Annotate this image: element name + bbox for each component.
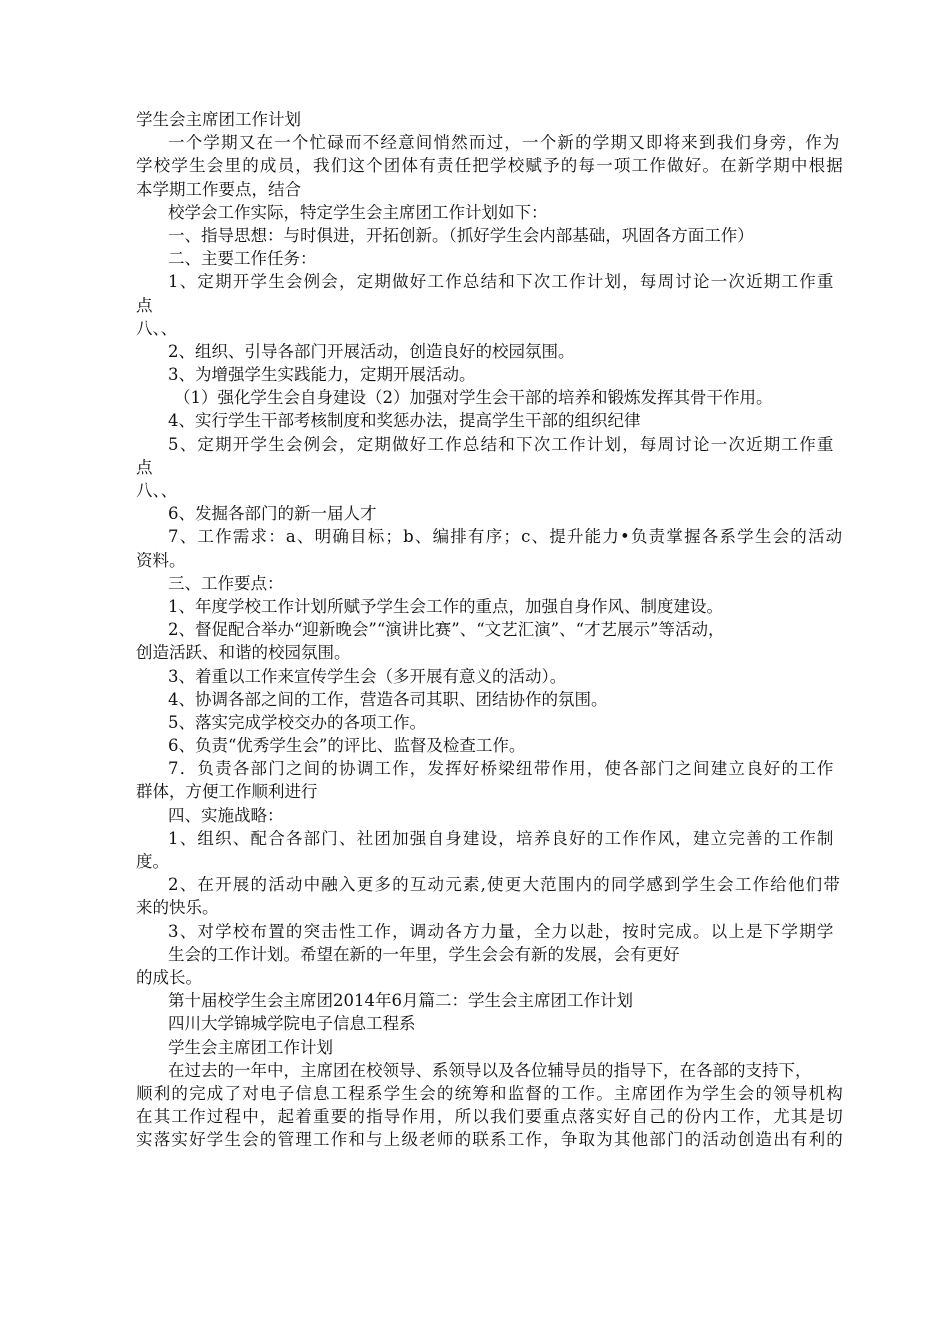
list-item: 1、年度学校工作计划所赋予学生会工作的重点，加强自身作风、制度建设。 xyxy=(168,596,723,616)
list-item: 3、为增强学生实践能力，定期开展活动。 xyxy=(168,365,476,385)
list-item: 2、组织、引导各部门开展活动，创造良好的校园氛围。 xyxy=(168,341,575,361)
list-item-continuation: 八、、 xyxy=(136,318,178,338)
list-item: 7、工作需求：a、明确目标；b、编排有序；c、提升能力•负责掌握各系学生会的活动 xyxy=(168,527,844,547)
document-page xyxy=(136,108,844,1151)
list-item: 3、着重以工作来宣传学生会（多开展有意义的活动）。 xyxy=(168,666,567,686)
list-item: 6、负责“优秀学生会”的评比、监督及检查工作。 xyxy=(168,736,526,756)
list-item: （1）强化学生会自身建设（2）加强对学生会干部的培养和锻炼发挥其骨干作用。 xyxy=(174,388,773,408)
section-heading: 二、主要工作任务： xyxy=(168,249,317,269)
document-subtitle: 学生会主席团工作计划 xyxy=(168,1037,333,1057)
list-item: 4、协调各部之间的工作，营造各司其职、团结协作的氛围。 xyxy=(168,689,608,709)
paragraph-line: 在其工作过程中，起着重要的指导作用，所以我们要重点落实好自己的份内工作，尤其是切 xyxy=(136,1107,844,1127)
document-title: 学生会主席团工作计划 xyxy=(136,110,301,129)
list-item-continuation: 来的快乐。 xyxy=(136,898,219,918)
list-item-continuation: 八、、 xyxy=(136,481,178,500)
paragraph-line: 本学期工作要点，结合 xyxy=(136,179,301,199)
paragraph-line: 第十届校学生会主席团2014年6月篇二：学生会主席团工作计划 xyxy=(168,991,633,1011)
list-item-continuation: 度。 xyxy=(136,852,169,871)
list-item-continuation: 创造活跃、和谐的校园氛围。 xyxy=(136,643,351,663)
list-item-continuation: 点 xyxy=(136,295,153,315)
section-heading: 四、实施战略： xyxy=(168,805,284,825)
list-item-continuation: 群体，方便工作顺利进行 xyxy=(136,782,318,802)
section-heading: 三、工作要点： xyxy=(168,573,284,593)
paragraph-line: 四川大学锦城学院电子信息工程系 xyxy=(168,1014,416,1034)
paragraph-line: 顺利的完成了对电子信息工程系学生会的统筹和监督的工作。主席团作为学生会的领导机构 xyxy=(136,1083,844,1103)
paragraph-line: 学校学生会里的成员，我们这个团体有责任把学校赋予的每一项工作做好。在新学期中根据 xyxy=(136,156,844,176)
paragraph-line: 校学会工作实际，特定学生会主席团工作计划如下： xyxy=(168,202,548,222)
list-item: 5、落实完成学校交办的各项工作。 xyxy=(168,712,426,732)
list-item: 1、定期开学生会例会，定期做好工作总结和下次工作计划，每周讨论一次近期工作重 xyxy=(168,272,835,292)
paragraph-line: 在过去的一年中，主席团在校领导、系领导以及各位辅导员的指导下，在各部的支持下， xyxy=(168,1060,812,1080)
list-item-continuation: 的成长。 xyxy=(136,967,202,987)
list-item: 7．负责各部门之间的协调工作，发挥好桥梁纽带作用，使各部门之间建立良好的工作 xyxy=(168,759,835,779)
list-item: 1、组织、配合各部门、社团加强自身建设，培养良好的工作作风，建立完善的工作制 xyxy=(168,828,835,848)
list-item: 2、在开展的活动中融入更多的互动元素,使更大范围内的同学感到学生会工作给他们带 xyxy=(168,875,842,895)
list-item: 6、发掘各部门的新一届人才 xyxy=(168,504,377,524)
list-item: 5、定期开学生会例会，定期做好工作总结和下次工作计划，每周讨论一次近期工作重 xyxy=(168,434,835,454)
paragraph-line: 一个学期又在一个忙碌而不经意间悄然而过，一个新的学期又即将来到我们身旁，作为 xyxy=(168,133,841,153)
list-item: 2、督促配合举办“迎新晚会”“演讲比赛”、“文艺汇演”、“才艺展示”等活动， xyxy=(168,620,725,640)
list-item-continuation: 生会的工作计划。希望在新的一年里，学生会会有新的发展，会有更好 xyxy=(168,944,680,964)
paragraph-line: 实落实好学生会的管理工作和与上级老师的联系工作，争取为其他部门的活动创造出有利的 xyxy=(136,1130,844,1150)
list-item: 3、对学校布置的突击性工作，调动各方力量，全力以赴，按时完成。以上是下学期学 xyxy=(168,921,835,941)
section-heading: 一、指导思想：与时俱进，开拓创新。（抓好学生会内部基础，巩固各方面工作） xyxy=(168,225,754,245)
list-item: 4、实行学生干部考核制度和奖惩办法，提高学生干部的组织纪律 xyxy=(168,411,641,431)
list-item-continuation: 点 xyxy=(136,457,153,477)
list-item-continuation: 资料。 xyxy=(136,550,186,570)
